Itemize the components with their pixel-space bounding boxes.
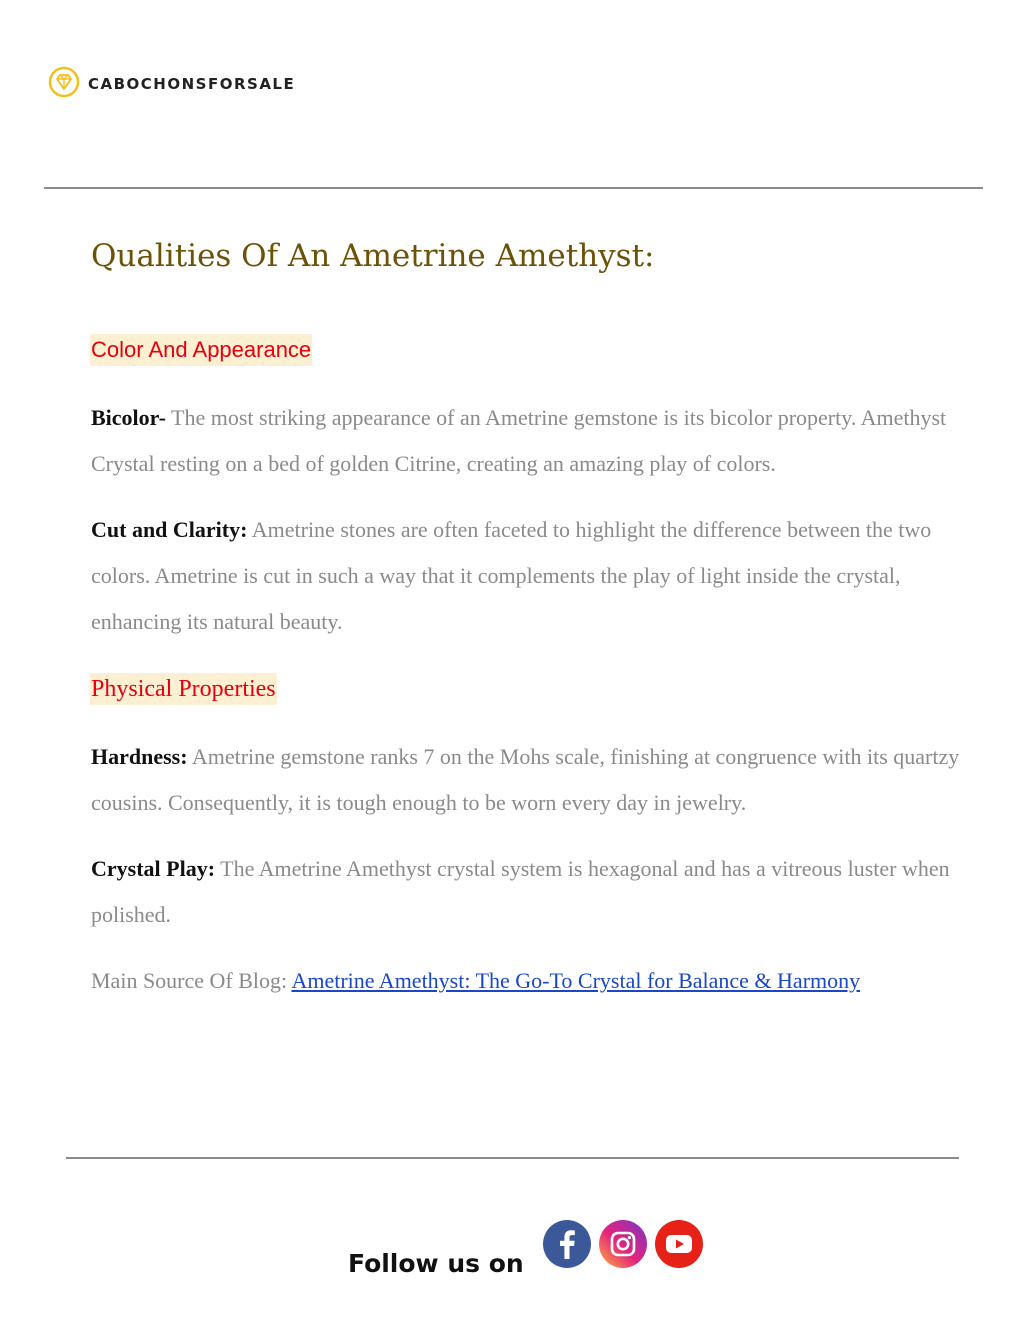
term-label: Crystal Play: — [91, 856, 216, 881]
facebook-icon[interactable] — [542, 1219, 592, 1269]
source-line — [91, 958, 860, 1004]
brand-logo[interactable] — [48, 66, 295, 98]
page-title: Qualities Of An Ametrine Amethyst: — [91, 238, 655, 274]
term-label: Bicolor- — [91, 405, 166, 430]
brand-name: cabochonsforsale — [88, 70, 296, 94]
footer-divider — [66, 1157, 959, 1159]
diamond-circle-icon — [48, 66, 80, 98]
term-description: The Ametrine Amethyst crystal system is hexagonal and has a vitreous luster when polished. — [91, 856, 950, 927]
term-description: Ametrine stones are often faceted to highlight the difference between the two colors. Ametrine is cut in such a way that it complements the play of light inside the crystal, enhancing its natural beauty. — [91, 517, 932, 634]
source-link[interactable]: Ametrine Amethyst: The Go-To Crystal for Balance & Harmony — [291, 968, 861, 993]
paragraph-bicolor — [91, 395, 991, 487]
instagram-icon[interactable] — [598, 1219, 648, 1269]
section-heading-color-appearance: Color And Appearance — [90, 334, 312, 366]
term-label: Cut and Clarity: — [91, 517, 248, 542]
paragraph-cut-clarity — [91, 507, 991, 645]
paragraph-hardness — [91, 734, 991, 826]
term-label: Hardness: — [91, 744, 188, 769]
term-description: The most striking appearance of an Ametrine gemstone is its bicolor property. Amethyst Crystal resting on a bed of golden Citrine, creating an amazing play of colors. — [91, 405, 947, 476]
header-divider — [44, 187, 983, 189]
term-description: Ametrine gemstone ranks 7 on the Mohs scale, finishing at congruence with its quartzy cousins. Consequently, it is tough enough to be worn every day in jewelry. — [91, 744, 960, 815]
paragraph-crystal-play — [91, 846, 991, 938]
source-prefix: Main Source Of Blog: — [91, 968, 292, 993]
social-follow-bar — [348, 1239, 710, 1278]
youtube-icon[interactable] — [654, 1219, 704, 1269]
follow-label: Follow us on — [348, 1249, 524, 1278]
section-heading-physical-properties: Physical Properties — [90, 673, 277, 705]
